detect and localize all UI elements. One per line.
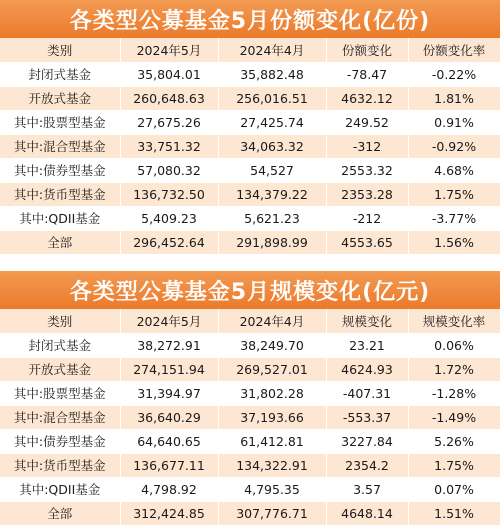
table-row (0, 206, 500, 230)
table-row (0, 381, 500, 405)
value-cell: 4,795.35 (218, 477, 326, 501)
value-cell: 27,425.74 (218, 110, 326, 134)
value-cell: -0.22% (408, 62, 500, 86)
value-cell: 3.57 (326, 477, 408, 501)
value-cell: 4553.65 (326, 230, 408, 254)
value-cell: -407.31 (326, 381, 408, 405)
column-header: 份额变化 (326, 38, 408, 62)
category-cell: 其中:债券型基金 (0, 429, 120, 453)
value-cell: 38,249.70 (218, 333, 326, 357)
column-header: 类别 (0, 309, 120, 333)
value-cell: 2353.28 (326, 182, 408, 206)
value-cell: 134,322.91 (218, 453, 326, 477)
category-cell: 其中:股票型基金 (0, 381, 120, 405)
table-header-row (0, 38, 500, 62)
category-cell: 开放式基金 (0, 357, 120, 381)
value-cell: 1.56% (408, 230, 500, 254)
table-title: 各类型公募基金5月份额变化(亿份) (0, 0, 500, 38)
value-cell: -553.37 (326, 405, 408, 429)
share-change-table-block (0, 0, 500, 255)
value-cell: -78.47 (326, 62, 408, 86)
category-cell: 其中:货币型基金 (0, 182, 120, 206)
value-cell: 136,732.50 (120, 182, 218, 206)
category-cell: 其中:QDII基金 (0, 477, 120, 501)
column-header: 份额变化率 (408, 38, 500, 62)
value-cell: 38,272.91 (120, 333, 218, 357)
value-cell: 0.91% (408, 110, 500, 134)
value-cell: 3227.84 (326, 429, 408, 453)
value-cell: -212 (326, 206, 408, 230)
value-cell: 260,648.63 (120, 86, 218, 110)
value-cell: 1.75% (408, 453, 500, 477)
value-cell: 0.07% (408, 477, 500, 501)
value-cell: 54,527 (218, 158, 326, 182)
category-cell: 全部 (0, 230, 120, 254)
value-cell: 5.26% (408, 429, 500, 453)
table-row (0, 357, 500, 381)
value-cell: 256,016.51 (218, 86, 326, 110)
column-header: 2024年4月 (218, 38, 326, 62)
table-row (0, 110, 500, 134)
value-cell: 31,802.28 (218, 381, 326, 405)
category-cell: 其中:股票型基金 (0, 110, 120, 134)
table-row (0, 158, 500, 182)
table-header-row (0, 309, 500, 333)
value-cell: 4648.14 (326, 501, 408, 525)
value-cell: 4,798.92 (120, 477, 218, 501)
category-cell: 全部 (0, 501, 120, 525)
table-row (0, 333, 500, 357)
value-cell: 35,804.01 (120, 62, 218, 86)
value-cell: -3.77% (408, 206, 500, 230)
value-cell: 2354.2 (326, 453, 408, 477)
category-cell: 其中:债券型基金 (0, 158, 120, 182)
table-row (0, 477, 500, 501)
table-row (0, 230, 500, 254)
table-row (0, 405, 500, 429)
table-row (0, 134, 500, 158)
value-cell: 1.75% (408, 182, 500, 206)
column-header: 规模变化率 (408, 309, 500, 333)
value-cell: 5,621.23 (218, 206, 326, 230)
scale-change-table (0, 309, 500, 526)
value-cell: 2553.32 (326, 158, 408, 182)
category-cell: 其中:混合型基金 (0, 134, 120, 158)
table-row (0, 62, 500, 86)
value-cell: 35,882.48 (218, 62, 326, 86)
value-cell: 34,063.32 (218, 134, 326, 158)
value-cell: 296,452.64 (120, 230, 218, 254)
value-cell: 57,080.32 (120, 158, 218, 182)
column-header: 2024年4月 (218, 309, 326, 333)
value-cell: 27,675.26 (120, 110, 218, 134)
table-title: 各类型公募基金5月规模变化(亿元) (0, 271, 500, 309)
column-header: 2024年5月 (120, 38, 218, 62)
column-header: 2024年5月 (120, 309, 218, 333)
value-cell: 1.51% (408, 501, 500, 525)
value-cell: 4.68% (408, 158, 500, 182)
category-cell: 开放式基金 (0, 86, 120, 110)
value-cell: 33,751.32 (120, 134, 218, 158)
category-cell: 封闭式基金 (0, 62, 120, 86)
table-row (0, 429, 500, 453)
value-cell: 136,677.11 (120, 453, 218, 477)
table-row (0, 86, 500, 110)
table-row (0, 182, 500, 206)
scale-change-table-block (0, 271, 500, 526)
category-cell: 其中:QDII基金 (0, 206, 120, 230)
value-cell: 1.81% (408, 86, 500, 110)
column-header: 类别 (0, 38, 120, 62)
table-row (0, 453, 500, 477)
value-cell: 249.52 (326, 110, 408, 134)
value-cell: 37,193.66 (218, 405, 326, 429)
value-cell: 1.72% (408, 357, 500, 381)
value-cell: 274,151.94 (120, 357, 218, 381)
category-cell: 其中:混合型基金 (0, 405, 120, 429)
value-cell: 307,776.71 (218, 501, 326, 525)
value-cell: 312,424.85 (120, 501, 218, 525)
value-cell: 5,409.23 (120, 206, 218, 230)
category-cell: 封闭式基金 (0, 333, 120, 357)
value-cell: 4624.93 (326, 357, 408, 381)
column-header: 规模变化 (326, 309, 408, 333)
value-cell: 0.06% (408, 333, 500, 357)
value-cell: 4632.12 (326, 86, 408, 110)
value-cell: -0.92% (408, 134, 500, 158)
value-cell: 291,898.99 (218, 230, 326, 254)
value-cell: 64,640.65 (120, 429, 218, 453)
value-cell: 36,640.29 (120, 405, 218, 429)
share-change-table (0, 38, 500, 255)
value-cell: 269,527.01 (218, 357, 326, 381)
value-cell: 31,394.97 (120, 381, 218, 405)
value-cell: 61,412.81 (218, 429, 326, 453)
table-row (0, 501, 500, 525)
category-cell: 其中:货币型基金 (0, 453, 120, 477)
value-cell: 23.21 (326, 333, 408, 357)
section-gap (0, 263, 500, 271)
value-cell: -1.28% (408, 381, 500, 405)
value-cell: 134,379.22 (218, 182, 326, 206)
value-cell: -1.49% (408, 405, 500, 429)
value-cell: -312 (326, 134, 408, 158)
